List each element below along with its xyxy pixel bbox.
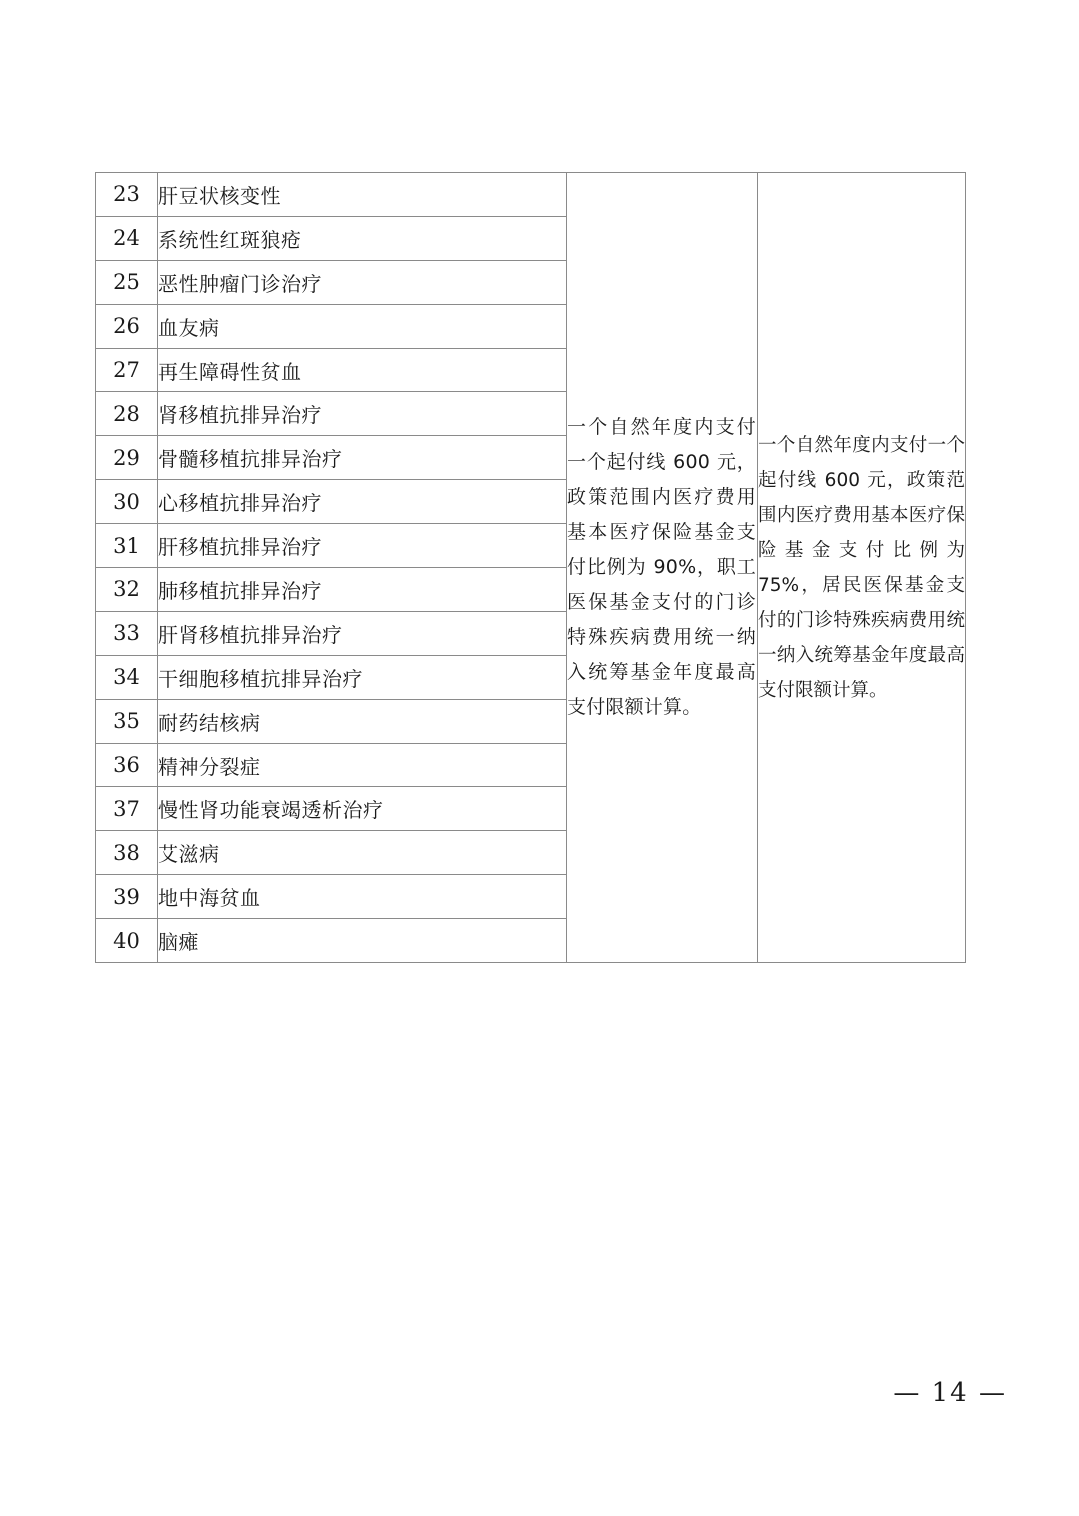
resident-policy-cell bbox=[758, 173, 966, 963]
row-number: 39 bbox=[96, 875, 158, 919]
row-number: 40 bbox=[96, 919, 158, 963]
special-disease-table bbox=[95, 172, 966, 963]
row-number: 27 bbox=[96, 348, 158, 392]
row-number: 36 bbox=[96, 743, 158, 787]
disease-name: 系统性红斑狼疮 bbox=[158, 216, 567, 260]
row-number: 24 bbox=[96, 216, 158, 260]
row-number: 29 bbox=[96, 436, 158, 480]
staff-policy-text: 一个自然年度内支付一个起付线 600 元，政策范围内医疗费用基本医疗保险基金支付比例为 90%，职工医保基金支付的门诊特殊疾病费用统一纳入统筹基金年度最高支付限额计算。 bbox=[567, 416, 756, 719]
disease-name: 慢性肾功能衰竭透析治疗 bbox=[158, 787, 567, 831]
row-number: 23 bbox=[96, 173, 158, 217]
row-number: 25 bbox=[96, 260, 158, 304]
table-row bbox=[96, 173, 966, 217]
disease-name: 肝肾移植抗排异治疗 bbox=[158, 611, 567, 655]
disease-name: 心移植抗排异治疗 bbox=[158, 480, 567, 524]
disease-name: 地中海贫血 bbox=[158, 875, 567, 919]
page-number: — 14 — bbox=[893, 1378, 1007, 1408]
disease-name: 再生障碍性贫血 bbox=[158, 348, 567, 392]
disease-name: 艾滋病 bbox=[158, 831, 567, 875]
disease-name: 骨髓移植抗排异治疗 bbox=[158, 436, 567, 480]
row-number: 28 bbox=[96, 392, 158, 436]
staff-policy-cell bbox=[567, 173, 758, 963]
disease-name: 肾移植抗排异治疗 bbox=[158, 392, 567, 436]
row-number: 33 bbox=[96, 611, 158, 655]
row-number: 31 bbox=[96, 524, 158, 568]
row-number: 32 bbox=[96, 568, 158, 612]
disease-name: 脑瘫 bbox=[158, 919, 567, 963]
disease-name: 耐药结核病 bbox=[158, 699, 567, 743]
resident-policy-text: 一个自然年度内支付一个起付线 600 元，政策范围内医疗费用基本医疗保险基金支付比例为 75%，居民医保基金支付的门诊特殊疾病费用统一纳入统筹基金年度最高支付限额计算。 bbox=[758, 434, 965, 701]
row-number: 35 bbox=[96, 699, 158, 743]
table-body bbox=[96, 173, 966, 963]
disease-name: 肝移植抗排异治疗 bbox=[158, 524, 567, 568]
row-number: 38 bbox=[96, 831, 158, 875]
row-number: 30 bbox=[96, 480, 158, 524]
row-number: 37 bbox=[96, 787, 158, 831]
disease-name: 肝豆状核变性 bbox=[158, 173, 567, 217]
disease-name: 血友病 bbox=[158, 304, 567, 348]
disease-name: 精神分裂症 bbox=[158, 743, 567, 787]
disease-name: 恶性肿瘤门诊治疗 bbox=[158, 260, 567, 304]
row-number: 26 bbox=[96, 304, 158, 348]
disease-name: 干细胞移植抗排异治疗 bbox=[158, 655, 567, 699]
row-number: 34 bbox=[96, 655, 158, 699]
disease-name: 肺移植抗排异治疗 bbox=[158, 568, 567, 612]
